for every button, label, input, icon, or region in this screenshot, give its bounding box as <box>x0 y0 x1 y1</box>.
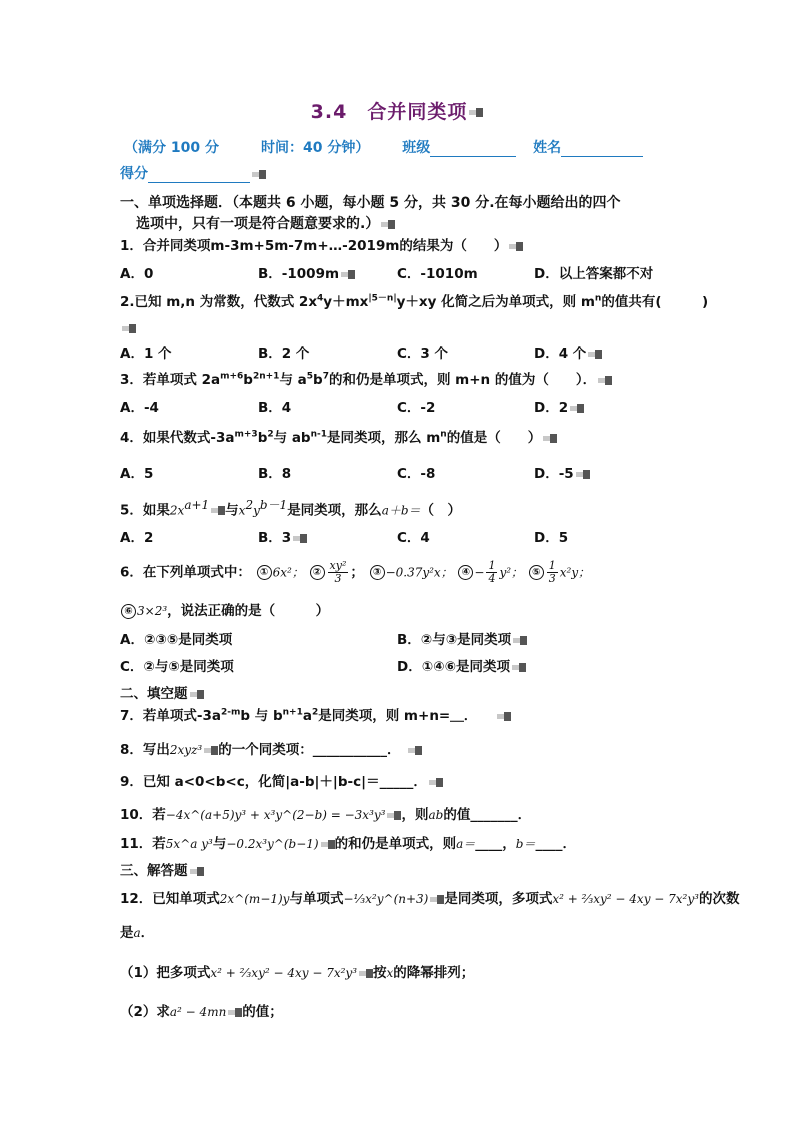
q2-option-c[interactable]: C．3 个 <box>397 346 449 362</box>
watermark-icon <box>588 350 602 359</box>
circled-number: ⑤ <box>529 565 544 580</box>
q3-option-a[interactable]: A．-4 <box>120 400 159 416</box>
watermark-icon <box>359 969 373 978</box>
question-10: 10．若−4x^(a+5)y³ + x³y^(2−b) = −3x³y³ ，则ab的值_______． <box>120 807 532 823</box>
q5-option-c[interactable]: C．4 <box>397 530 430 546</box>
q6-option-c[interactable]: C．②与⑤是同类项 <box>120 659 234 675</box>
q4-option-d[interactable]: D．-5 <box>534 462 590 482</box>
watermark-icon <box>430 895 444 904</box>
question-9: 9．已知 a<0<b<c，化简|a-b|＋|b-c|＝_____． <box>120 770 443 790</box>
q5-option-a[interactable]: A．2 <box>120 530 154 546</box>
watermark-icon <box>204 746 218 755</box>
question-8: 8．写出2xyz³ 的一个同类项：___________． <box>120 738 422 758</box>
question-11: 11．若5x^a y³与−0.2x³y^(b−1) 的和仍是单项式，则a＝____，b＝____． <box>120 836 576 852</box>
q2-option-a[interactable]: A．1 个 <box>120 346 172 362</box>
watermark-icon <box>293 534 307 543</box>
watermark-icon <box>543 434 557 443</box>
name-label: 姓名 <box>533 140 562 156</box>
watermark-icon <box>211 506 225 515</box>
watermark-icon <box>469 108 483 117</box>
q4-option-c[interactable]: C．-8 <box>397 466 436 482</box>
circled-number: ⑥ <box>121 604 136 619</box>
page-title: 3.4 合并同类项 <box>0 97 794 124</box>
q6-option-a[interactable]: A．②③⑤是同类项 <box>120 632 233 648</box>
watermark-icon <box>190 690 204 699</box>
q1-option-c[interactable]: C．-1010m <box>397 266 478 282</box>
class-label: 班级 <box>402 140 431 156</box>
question-6: 6．在下列单项式中： ① 6x²； ② $\frac{\text{xy²}}{3}$ ； ③ −0.37y²x； ④ − $\frac{1}{4}$ y²； ⑤ $\frac{1}{3}$ x²y； <box>120 559 591 585</box>
q1-option-b[interactable]: B．-1009m <box>258 262 355 282</box>
section1-heading-cont: 选项中，只有一项是符合题意要求的.） <box>136 213 395 233</box>
section1-heading: 一、单项选择题．（本题共 6 小题，每小题 5 分，共 30 分.在每小题给出的四个 <box>120 195 621 211</box>
watermark-icon <box>570 404 584 413</box>
score-label: 得分 <box>120 166 148 182</box>
question-4: 4．如果代数式$-3a^{m+3}b^2$与 $ab^{n-1}$是同类项，那么 $m^n$的值是（ ） <box>120 426 557 446</box>
watermark-icon <box>252 170 266 179</box>
score-blank[interactable] <box>148 168 250 183</box>
question-12: 12．已知单项式2x^(m−1)y与单项式−⅓x²y^(n+3) 是同类项，多项式x² + ⅔xy² − 4xy − 7x²y³的次数 <box>120 891 740 907</box>
q2-option-d[interactable]: D．4 个 <box>534 342 602 362</box>
circled-number: ② <box>310 565 325 580</box>
watermark-icon <box>497 712 511 721</box>
watermark-icon <box>321 840 335 849</box>
q2-watermark <box>120 318 136 337</box>
question-12-line2: 是a． <box>120 925 155 941</box>
q3-option-c[interactable]: C．-2 <box>397 400 436 416</box>
q6-option-b[interactable]: B．②与③是同类项 <box>397 628 527 648</box>
q5-option-d[interactable]: D．5 <box>534 530 569 546</box>
circled-number: ④ <box>458 565 473 580</box>
score-time: （满分 100 分 时间：40 分钟） <box>124 140 370 156</box>
question-12-part1: （1）把多项式x² + ⅔xy² − 4xy − 7x²y³ 按x的降幂排列； <box>120 965 475 981</box>
circled-number: ③ <box>370 565 385 580</box>
circled-number: ① <box>257 565 272 580</box>
q3-option-d[interactable]: D．2 <box>534 396 584 416</box>
watermark-icon <box>381 220 395 229</box>
question-2: 2.已知 m,n 为常数，代数式 $2x^4y+mx^{|5-n|}y+xy$ 化简之后为单项式，则 $m^n$的值共有( ) <box>120 293 709 310</box>
exam-info <box>124 137 643 157</box>
watermark-icon <box>387 811 401 820</box>
question-3: 3．若单项式 $2a^{m+6}b^{2n+1}$与 $a^5b^7$的和仍是单项式，则 m+n 的值为（ ）． <box>120 368 612 388</box>
section2-heading: 二、填空题 <box>120 682 204 702</box>
watermark-icon <box>228 1008 242 1017</box>
question-5: 5．如果$2x^{a+1}$ 与$x^2y^{b-1}$是同类项，那么a＋b＝（ ） <box>120 498 462 519</box>
question-1: 1．合并同类项m-3m+5m-7m+…-2019m的结果为（ ） <box>120 234 523 254</box>
name-blank[interactable] <box>561 142 643 157</box>
watermark-icon <box>429 778 443 787</box>
q4-option-a[interactable]: A．5 <box>120 466 154 482</box>
watermark-icon <box>576 470 590 479</box>
score-line <box>120 163 266 183</box>
q5-option-b[interactable]: B．3 <box>258 526 307 546</box>
watermark-icon <box>598 376 612 385</box>
watermark-icon <box>512 663 526 672</box>
q2-option-b[interactable]: B．2 个 <box>258 346 310 362</box>
question-6-cont: ⑥ 3×2³，说法正确的是（ ） <box>120 599 329 619</box>
watermark-icon <box>122 324 136 333</box>
watermark-icon <box>408 746 422 755</box>
q6-option-d[interactable]: D．①④⑥是同类项 <box>397 655 526 675</box>
q3-option-b[interactable]: B．4 <box>258 400 292 416</box>
watermark-icon <box>341 270 355 279</box>
section3-heading: 三、解答题 <box>120 859 204 879</box>
q1-option-d[interactable]: D．以上答案都不对 <box>534 266 654 282</box>
question-12-part2: （2）求a² − 4mn 的值； <box>120 1004 283 1020</box>
watermark-icon <box>509 242 523 251</box>
watermark-icon <box>190 867 204 876</box>
question-7: 7．若单项式$-3a^{2-m}b$ 与 $b^{n+1}a^2$是同类项，则 m+n=＿． <box>120 704 511 724</box>
q4-option-b[interactable]: B．8 <box>258 466 292 482</box>
q1-option-a[interactable]: A．0 <box>120 266 154 282</box>
watermark-icon <box>513 636 527 645</box>
class-blank[interactable] <box>430 142 516 157</box>
